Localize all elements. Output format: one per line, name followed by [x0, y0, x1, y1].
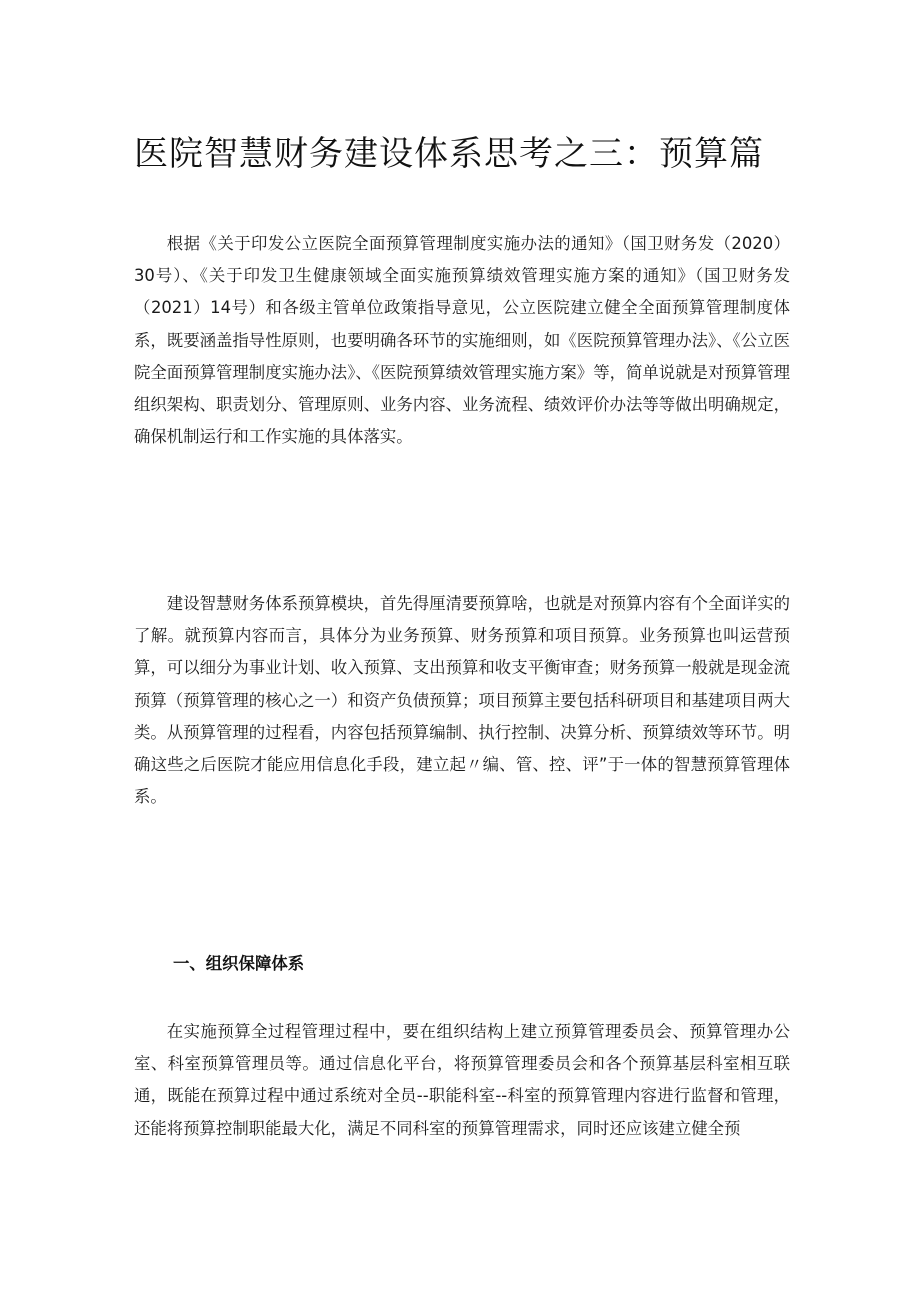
paragraph-organization: 在实施预算全过程管理过程中，要在组织结构上建立预算管理委员会、预算管理办公室、科室预算管理员等。通过信息化平台，将预算管理委员会和各个预算基层科室相互联通，既能在预算过程中通过系统对全员--职能科室--科室的预算管理内容进行监督和管理，还能将预算控制职能最大化，满足不同科室的预算管理需求，同时还应该建立健全预 [134, 1022, 790, 1138]
section-heading-organization: 一、组织保障体系 [173, 954, 305, 973]
document-title: 医院智慧财务建设体系思考之三：预算篇 [134, 134, 764, 174]
paragraph-budget-content: 建设智慧财务体系预算模块，首先得厘清要预算啥，也就是对预算内容有个全面详实的了解。就预算内容而言，具体分为业务预算、财务预算和项目预算。业务预算也叫运营预算，可以细分为事业计划、收入预算、支出预算和收支平衡审查；财务预算一般就是现金流预算（预算管理的核心之一）和资产负债预算；项目预算主要包括科研项目和基建项目两大类。从预算管理的过程看，内容包括预算编制、执行控制、决算分析、预算绩效等环节。明确这些之后医院才能应用信息化手段，建立起〃编、管、控、评”于一体的智慧预算管理体系。 [134, 594, 790, 807]
paragraph-policy-basis: 根据《关于印发公立医院全面预算管理制度实施办法的通知》（国卫财务发（2020）30号）、《关于印发卫生健康领域全面实施预算绩效管理实施方案的通知》（国卫财务发（2021）14号）和各级主管单位政策指导意见，公立医院建立健全全面预算管理制度体系，既要涵盖指导性原则，也要明确各环节的实施细则，如《医院预算管理办法》、《公立医院全面预算管理制度实施办法》、《医院预算绩效管理实施方案》等，简单说就是对预算管理组织架构、职责划分、管理原则、业务内容、业务流程、绩效评价办法等等做出明确规定，确保机制运行和工作实施的具体落实。 [134, 234, 790, 447]
